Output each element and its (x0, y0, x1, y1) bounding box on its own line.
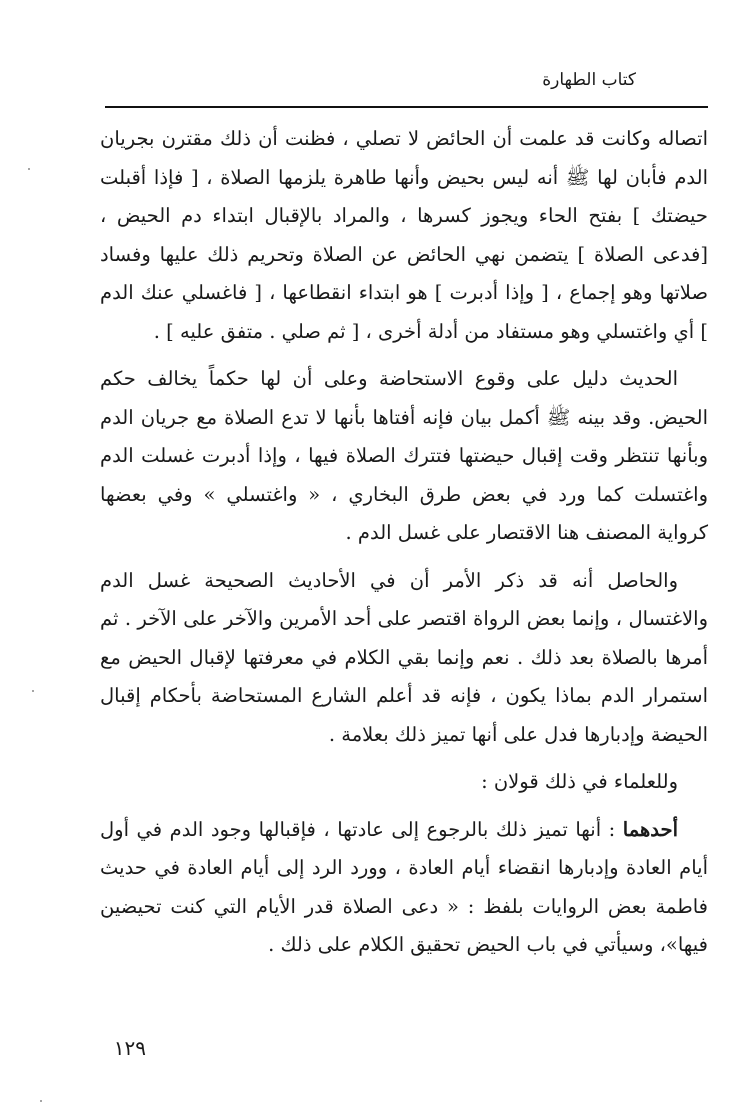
scan-speck (40, 1100, 42, 1102)
body-text (100, 120, 708, 965)
text-line: أنها تميز ذلك بعلامة . (328, 722, 498, 746)
text-line: بعد ذلك . نعم وإنما بقي الكلام في معرفتها لإقبال الحيض مع استمرار الدم بماذا (100, 645, 708, 707)
text-line: وسيأتي في باب الحيض تحقيق الكلام على ذلك . (268, 933, 654, 956)
text-line: الصلاة ] يتضمن نهي الحائض عن الصلاة وتحريم ذلك عليها وفساد صلاتها وهو (100, 242, 709, 304)
page-number: ١٢٩ (113, 1036, 146, 1060)
paragraph-1 (100, 120, 708, 351)
paragraph-3 (100, 562, 708, 755)
text-line: حيضتك ] بفتح الحاء ويجوز كسرها ، والمراد بالإقبال ابتداء دم الحيض ، [فدعى (100, 204, 708, 266)
text-line: المصنف هنا الاقتصار على غسل الدم . (345, 521, 652, 544)
scan-speck (32, 690, 34, 692)
text-line: والحاصل أنه قد ذكر الأمر أن في الأحاديث الصحيحة غسل الدم والاغتسال ، (100, 568, 708, 630)
text-line: وللعلماء في ذلك قولان : (481, 770, 678, 793)
paragraph-4 (100, 763, 708, 802)
text-line: اتصاله وكانت قد علمت أن الحائض لا تصلي ، فظنت أن ذلك مقترن بجريان (100, 127, 708, 150)
text-line: الدم فأبان لها ﷺ أنه ليس بحيض وأنها طاهرة يلزمها الصلاة ، [ فإذا أقبلت (100, 165, 708, 189)
text-line: إجماع ، [ وإذا أدبرت ] هو ابتداء انقطاعها ، [ فاغسلي عنك الدم ] أي (100, 281, 708, 343)
paragraph-2 (100, 360, 708, 553)
running-head: كتاب الطهارة (542, 70, 636, 90)
text-line: وبأنها تنتظر وقت إقبال حيضتها فتترك الصلاة فيها ، وإذا أدبرت غسلت الدم (100, 444, 708, 467)
header-rule (105, 106, 708, 108)
paragraph-5 (100, 811, 708, 965)
text-line: : أنها تميز ذلك بالرجوع إلى عادتها ، فإقبالها وجود الدم في أول (100, 817, 623, 841)
scan-speck (28, 168, 30, 170)
text-line: أيام العادة وإدبارها انقضاء أيام العادة ، وورد الرد إلى أيام العادة في حديث (100, 856, 708, 879)
lead-term: أحدهما (622, 817, 678, 841)
text-line: وإنما بعض الرواة اقتصر على أحد الأمرين والآخر على الآخر . ثم أمرها بالصلاة (100, 607, 709, 669)
text-line: الحديث دليل على وقوع الاستحاضة وعلى أن لها حكماً يخالف حكم (100, 367, 678, 390)
text-line: الحيض. وقد بينه ﷺ أكمل بيان فإنه أفتاها بأنها لا تدع الصلاة مع جريان الدم (100, 405, 708, 429)
text-line: فاطمة بعض الروايات بلفظ : « دعى الصلاة قدر الأيام التي كنت تحيضين فيها»، (100, 894, 708, 956)
text-line: يكون ، فإنه قد أعلم الشارع المستحاضة بأحكام إقبال الحيضة وإدبارها فدل على (100, 684, 708, 746)
text-line: واغتسلي وهو مستفاد من أدلة أخرى ، [ ثم صلي . متفق عليه ] . (153, 319, 668, 343)
text-line: واغتسلت كما ورد في بعض طرق البخاري ، « واغتسلي » وفي بعضها كرواية (100, 482, 708, 544)
